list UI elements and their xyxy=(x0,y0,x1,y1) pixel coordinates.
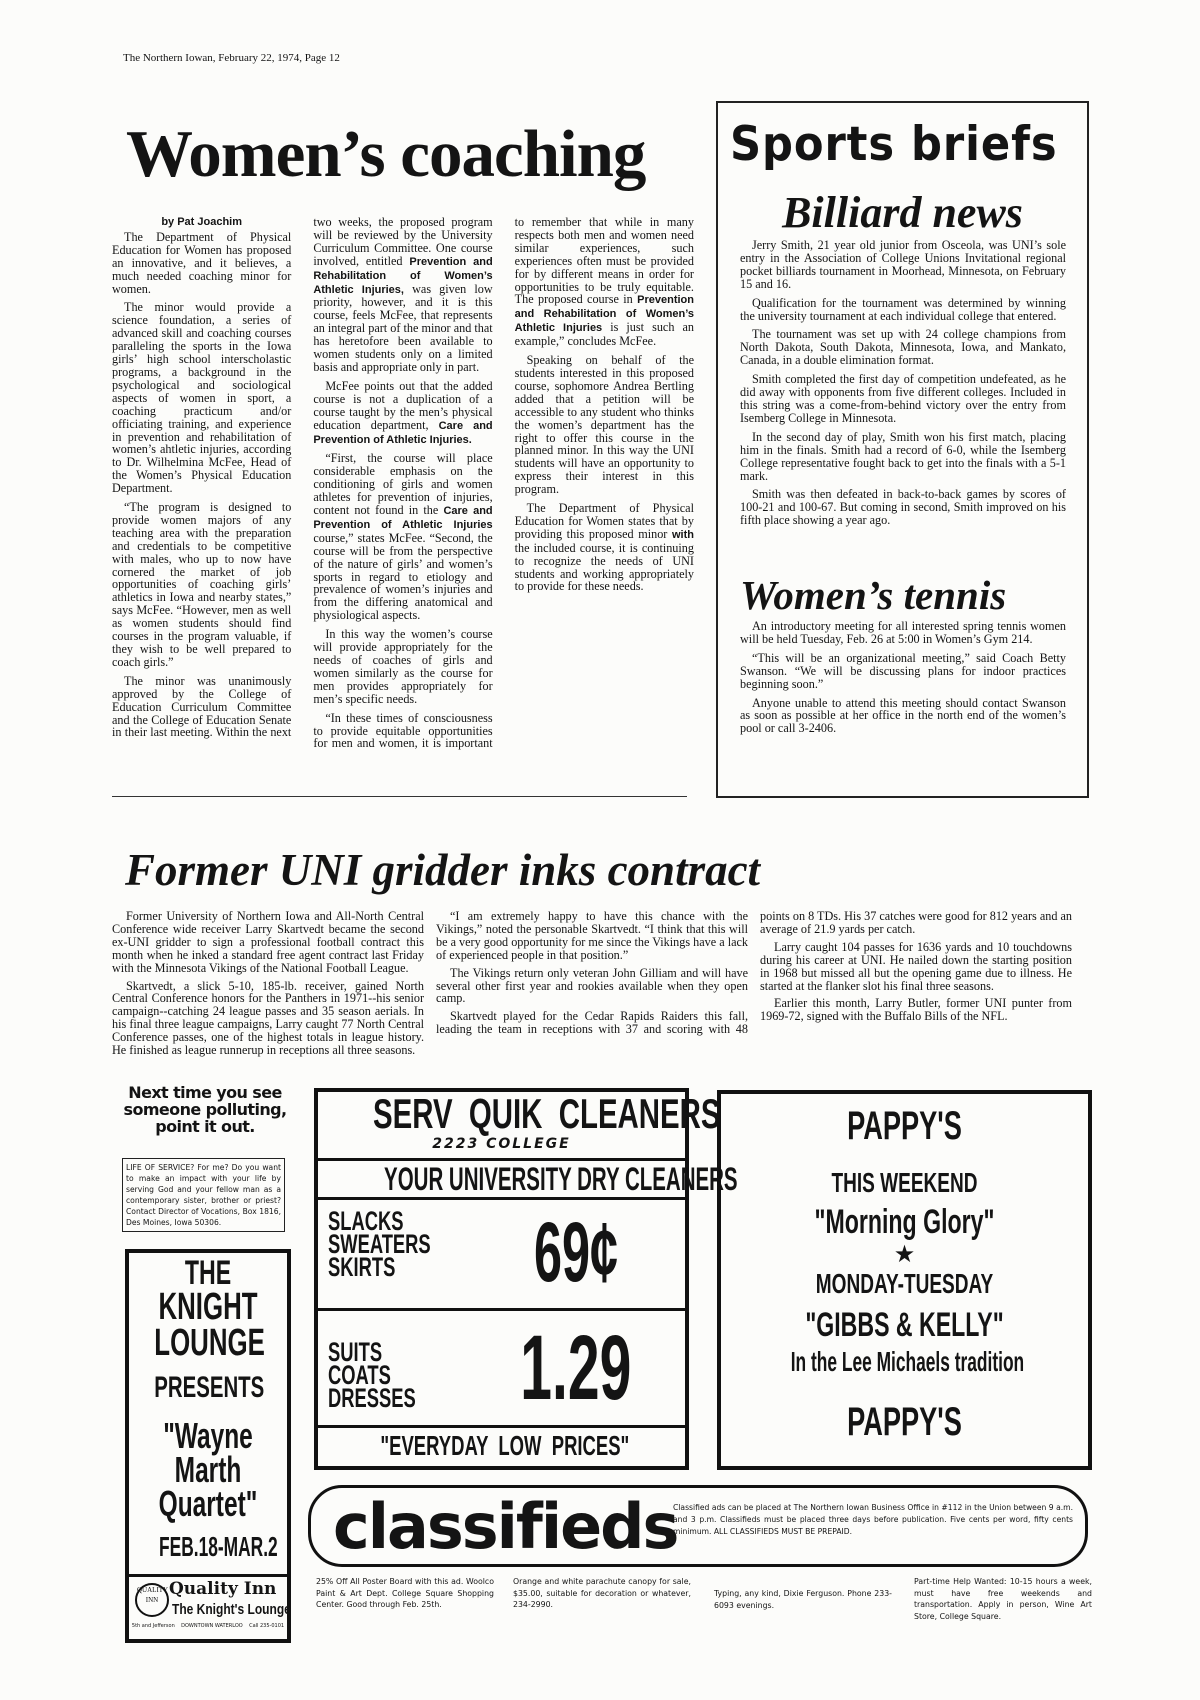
garment-item: SLACKS xyxy=(328,1206,404,1236)
article-gridder xyxy=(112,910,1072,1060)
serv-quik-tagline: YOUR UNIVERSITY DRY CLEANERS xyxy=(384,1161,738,1197)
womens-tennis-body xyxy=(740,620,1066,741)
text-run: “First, the course will place considerable emphasis on the conditioning of girls and women athletes for prevention of injuries, content not found in the xyxy=(313,451,493,518)
text-run: Speaking on behalf of the students interested in this proposed course, sophomore Andrea Bertling added that a petition will be accessible to any student who thinks the women’s department has the right to offer this course in the planned minor. In this way the UNI students will have an opportunity to express their interest in this program. xyxy=(514,353,694,497)
paragraph: Larry caught 104 passes for 1636 yards and 10 touchdowns during his career at UNI. He nailed down the starting position in 1968 but missed all but the opening game due to illness. He started at the flanker slot his final three seasons. xyxy=(760,939,1072,993)
pappys-days: MONDAY-TUESDAY xyxy=(815,1268,994,1299)
quality-inn-name: Quality Inn xyxy=(169,1579,277,1599)
course-title: Prevention and Rehabilitation of Women’s Athletic Injuries, xyxy=(313,255,493,296)
text-run: In this way the women’s course will provide appropriately for the needs of coaches of girls and women similarly as the course for men provides appropriately for men’s specific needs. xyxy=(313,627,493,706)
paragraph xyxy=(515,354,694,496)
text-run: the included course, it is continuing to recognize the needs of UNI students and working appropriately to provide for these needs. xyxy=(514,540,694,594)
page-masthead: The Northern Iowan, February 22, 1974, Page 12 xyxy=(123,52,340,64)
garment-item: SUITS xyxy=(328,1337,383,1367)
serv-quik-name: SERV QUIK CLEANERS xyxy=(373,1090,721,1137)
pappys-name-footer: PAPPY'S xyxy=(847,1400,962,1444)
garment-item: SKIRTS xyxy=(328,1252,396,1282)
knight-line: THE xyxy=(184,1254,232,1292)
quality-inn-logo-icon: QUALITY INN xyxy=(135,1583,169,1617)
paragraph xyxy=(313,628,492,705)
text-run: McFee points out that the added course is not a duplication of a course taught by the men’s physical education department, xyxy=(313,378,493,432)
paragraph: Skartvedt, a slick 5-10, 185-lb. receiver, gained North Central Conference honors for the Panthers in 1971--his senior campaign--catching 24 league passes and 35 season aerials. In his final three league campaigns, Larry caught 77 North Central Conference passes, one of the highest totals in league history. He finished as league runnerup in receptions all three seasons. xyxy=(112,978,424,1058)
knights-lounge-name: The Knight's Lounge xyxy=(172,1601,291,1618)
classifieds-banner xyxy=(308,1485,1088,1567)
text-run: “In these times of consciousness to provide equitable opportunities for men and women, it is important to remember that while in many respects both men and women need similar experiences, such experiences often must be provided for by different means in order for opportunities to be truly equitable. The proposed course in xyxy=(313,215,694,751)
vocations-ad: LIFE OF SERVICE? For me? Do you want to make an impact with your life by serving God and your fellow man as a contemporary sister, brother or priest? Contact Director of Vocations, Box 1816, Des Moines, Iowa 50306. xyxy=(122,1158,285,1232)
paragraph: Jerry Smith, 21 year old junior from Osceola, was UNI’s sole entry in the Association of College Unions Invitational regional pocket billiards tournament in Moorhead, Minnesota, on February 15 and 16. xyxy=(740,238,1066,291)
paragraph: Anyone unable to attend this meeting should contact Swanson as soon as possible at her office in the north end of the women’s pool or call 3-2406. xyxy=(740,695,1066,736)
course-title: Care and Prevention of Athletic Injuries. xyxy=(313,419,493,446)
paragraph xyxy=(313,380,492,447)
quality-inn-footer xyxy=(129,1574,291,1639)
pappys-act-gibbs-kelly: "GIBBS & KELLY" xyxy=(805,1306,1004,1344)
paragraph: “This will be an organizational meeting,” said Coach Betty Swanson. “We will be discussing plans for indoor practices beginning soon.” xyxy=(740,650,1066,691)
text-run: The minor would provide a science foundation, a series of advanced skill and coaching courses paralleling the sports in the Iowa girls’ high school interscholastic programs, a background in the psychological and sociological aspects of women in sport, a coaching practicum and/or officiating training, and experience in prevention and rehabilitation of women’s ahtletic injuries, according to Dr. Wilhelmina McFee, Head of the Women’s Physical Education Department. xyxy=(112,300,292,496)
pappys-name: PAPPY'S xyxy=(847,1104,962,1148)
classified-item: Orange and white parachute canopy for sale, $35.00, suitable for decoration or whatever, 234-2990. xyxy=(513,1577,691,1609)
text-run: The Department of Physical Education for Women has proposed an innovative, and it believes, a much needed coaching minor for women. xyxy=(112,229,292,296)
paragraph: Smith was then defeated in back-to-back games by scores of 100-21 and 100-67. But coming in second, Smith improved on his fifth place showing a year ago. xyxy=(740,487,1066,528)
article-womens-coaching xyxy=(112,216,694,751)
garment-item: COATS xyxy=(328,1360,391,1390)
course-title: with xyxy=(671,528,694,541)
serv-quik-slogan: "EVERYDAY LOW PRICES" xyxy=(380,1430,630,1461)
paragraph: The Vikings return only veteran John Gilliam and will have several other first year and rookies available when they open camp. xyxy=(436,965,748,1006)
paragraph xyxy=(112,301,291,495)
course-title: Prevention and Rehabilitation of Women’s Athletic Injuries xyxy=(514,294,694,335)
knight-presents: PRESENTS xyxy=(154,1371,265,1404)
pappys-this-weekend: THIS WEEKEND xyxy=(831,1167,978,1198)
knight-act: Quartet" xyxy=(158,1483,258,1524)
text-run: was given low priority, however, and it is this course, feels McFee, that represents an integral part of the minor and that has heretofore been available to women students only on a limited basis and appropriate only in part. xyxy=(313,281,493,374)
classifieds-note: Classified ads can be placed at The Northern Iowan Business Office in #112 in the Union between 9 a.m. and 3 p.m. Classifieds must be placed three days before publication. Five cents per word, fifty cents minimum. ALL CLASSIFIEDS MUST BE PREPAID. xyxy=(673,1503,1073,1536)
paragraph xyxy=(112,231,291,296)
garment-item: DRESSES xyxy=(328,1383,416,1413)
text-run: “The program is designed to provide women majors of any teaching area with the preparation and credentials to be competitive with males, who up to now have cornered the market of job opportunities of coaching girls’ athletics in Iowa and nearby states,” says McFee. “However, men as well as women students should find courses in the program valuable, if they wish to be well prepared to coach girls.” xyxy=(112,500,292,669)
garment-item: SWEATERS xyxy=(328,1229,431,1259)
price-group-1 xyxy=(318,1200,685,1311)
paragraph xyxy=(515,502,694,593)
paragraph xyxy=(112,501,291,669)
knight-act: Marth xyxy=(174,1449,242,1490)
byline: by Pat Joachim xyxy=(161,216,243,228)
serv-quik-address: 2223 COLLEGE xyxy=(432,1136,571,1152)
text-run: The Department of Physical Education for Women states that by providing this proposed minor xyxy=(514,501,694,541)
text-run: is just such an example,” concludes McFee. xyxy=(514,320,694,349)
classified-item: Typing, any kind, Dixie Ferguson. Phone 233-6093 evenings. xyxy=(714,1589,892,1610)
knight-lounge-ad xyxy=(125,1249,291,1643)
knight-line: LOUNGE xyxy=(154,1322,265,1364)
pappys-ad xyxy=(717,1090,1092,1470)
text-run: course,” states McFee. “Second, the course will be from the perspective of the nature of girls’ and women’s sports in regard to etiology and prevalence of women’s injuries and from the differing anatomical and physiological aspects. xyxy=(313,530,493,623)
price-69-cents: 69¢ xyxy=(534,1205,619,1299)
paragraph: “I am extremely happy to have this chance with the Vikings,” noted the personable Skartvedt. “I think that this will be a very good opportunity for me since the Vikings have a lack of experienced people in that position.” xyxy=(436,909,748,962)
billiard-news-body xyxy=(740,239,1066,533)
classified-item: 25% Off All Poster Board with this ad. Woolco Paint & Art Dept. College Square Shopping Center. Good through Feb. 25th. xyxy=(316,1577,494,1609)
paragraph: Smith completed the first day of competition undefeated, as he did away with opponents from five different colleges. Included in this string was a come-from-behind victory over the entry from Isemberg College in Minnesota. xyxy=(740,372,1066,425)
star-icon: ★ xyxy=(893,1242,916,1268)
knight-line: KNIGHT xyxy=(158,1286,258,1328)
price-1-29: 1.29 xyxy=(520,1317,632,1419)
paragraph: Former University of Northern Iowa and All-North Central Conference wide receiver Larry Skartvedt became the second ex-UNI gridder to sign a professional football contract this month when he inked a standard free agent contract last Friday with the Minnesota Vikings of the National Football League. xyxy=(112,909,424,975)
classified-item: Part-time Help Wanted: 10-15 hours a week, must have free weekends and transportation. Apply in person, Wine Art Store, College Square. xyxy=(914,1577,1092,1621)
quality-inn-address: 5th and Jefferson DOWNTOWN WATERLOO Call 235-0101 xyxy=(131,1623,285,1629)
course-title: Care and Prevention of Athletic Injuries xyxy=(313,505,493,531)
womens-tennis-headline: Women’s tennis xyxy=(740,572,1007,618)
price-group-2 xyxy=(318,1311,685,1428)
pollution-ad: Next time you see someone polluting, point it out. xyxy=(123,1083,287,1136)
paragraph: An introductory meeting for all interested spring tennis women will be held Tuesday, Feb. 26 at 5:00 in Women’s Gym 214. xyxy=(740,619,1066,646)
paragraph: Qualification for the tournament was determined by winning the university tournament at each individual college that entered. xyxy=(740,295,1066,323)
text-run: The minor was unanimously approved by the College of Education Curriculum Committee and the College of Education Senate in their last meeting. Within the next two weeks, the proposed program will be reviewed by the University Curriculum Committee. One course involved, entitled xyxy=(112,215,493,740)
paragraph xyxy=(313,452,492,622)
billiard-news-headline: Billiard news xyxy=(782,188,1023,237)
knight-act: "Wayne xyxy=(163,1415,253,1456)
knight-dates: FEB.18-MAR.2 xyxy=(159,1531,278,1562)
paragraph: Skartvedt played for the Cedar Rapids Raiders this fall, leading the team in receptions with 37 and scoring with 48 points on 8 TDs. His 37 catches were good for 812 years and an average of 21.9 yards per catch. xyxy=(436,909,1072,1037)
section-divider xyxy=(112,796,687,797)
classifieds-title: classifieds xyxy=(333,1490,678,1563)
article-body xyxy=(112,216,694,751)
paragraph: In the second day of play, Smith won his first match, placing him in the finals. Smith had a record of 6-0, while the Isemberg College representative fought back to get into the finals with a 5-1 mark. xyxy=(740,429,1066,483)
sports-briefs-title: Sports briefs xyxy=(730,117,1058,172)
serv-quik-cleaners-ad xyxy=(314,1088,738,1470)
sports-briefs-box xyxy=(716,101,1089,798)
headline-womens-coaching: Women’s coaching xyxy=(126,117,646,191)
pappys-act-morning-glory: "Morning Glory" xyxy=(814,1203,995,1241)
pappys-tradition: In the Lee Michaels tradition xyxy=(790,1346,1025,1377)
headline-gridder: Former UNI gridder inks contract xyxy=(125,845,761,895)
paragraph: The tournament was set up with 24 college champions from North Dakota, South Dakota, Minnesota, Iowa, and Mankato, Canada, in a double elimination format. xyxy=(740,327,1066,368)
paragraph: Earlier this month, Larry Butler, former UNI punter from 1969-72, signed with the Buffalo Bills of the NFL. xyxy=(760,996,1072,1024)
